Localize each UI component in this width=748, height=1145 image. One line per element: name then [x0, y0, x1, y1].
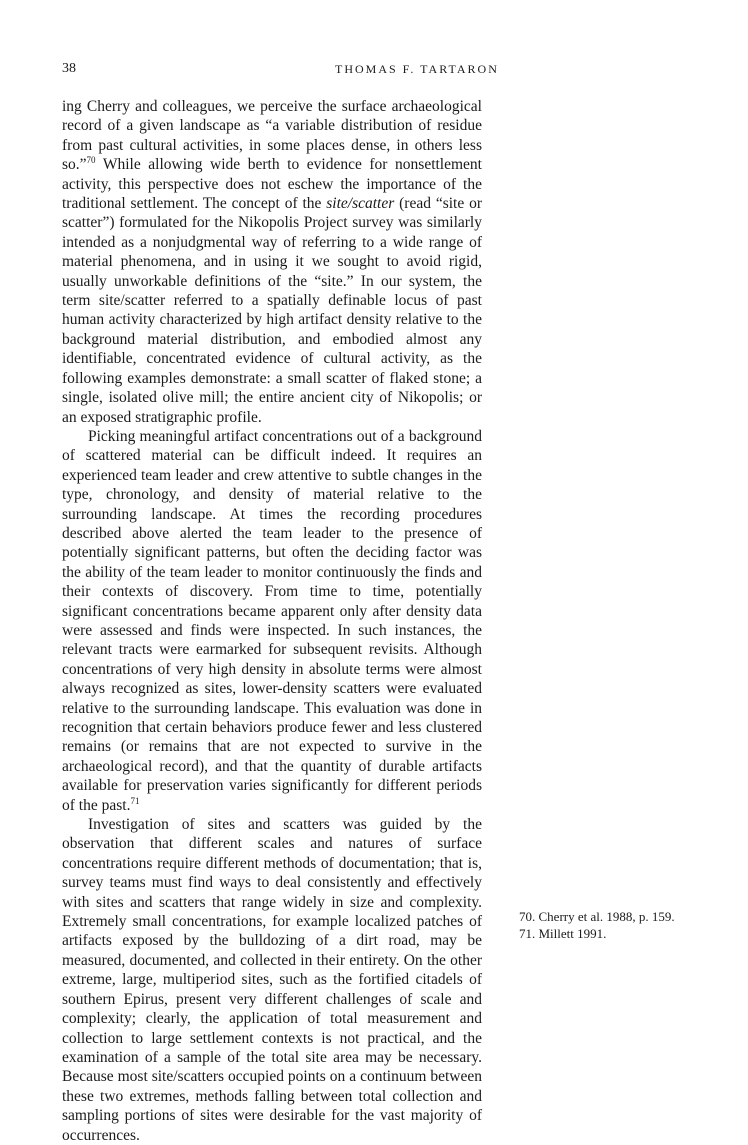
- paragraph-2: [62, 427, 482, 815]
- paragraph-3-text: Investigation of sites and scatters was guided by the observation that different scales and natures of surface concentrations require different methods of documentation; that is, survey teams must find ways to deal consistently and effectively with sites and scatters that range widely in size and complexity. Extremely small concentrations, for example localized patches of artifacts exposed by the bulldozing of a dirt road, may be measured, documented, and collected in their entirety. On the other extreme, large, multiperiod sites, such as the fortified citadels of southern Epirus, present very different challenges of scale and complexity; clearly, the application of total measurement and collection to large settlement contexts is not practical, and the examination of a sample of the total site area may be necessary. Because most site/scatters occupied points on a continuum between these two extremes, methods falling between total collection and sampling portions of sites were desirable for the vast majority of occurrences.: [62, 816, 482, 1144]
- body-text: [62, 97, 482, 1145]
- paragraph-1-text-a: ing Cherry and colleagues, we perceive the surface archaeological record of a given landscape as “a variable distribution of residue from past cultural activities, in some places dense, in others less so.”: [62, 98, 482, 174]
- site-scatter-term: site/scatter: [326, 195, 395, 213]
- footnote-71: 71. Millett 1991.: [519, 926, 607, 941]
- paragraph-3: [62, 815, 482, 1145]
- page-number: 38: [62, 61, 76, 76]
- footnotes: [519, 908, 719, 942]
- paragraph-1: [62, 97, 482, 427]
- footnote-70: 70. Cherry et al. 1988, p. 159.: [519, 909, 675, 924]
- running-head: THOMAS F. TARTARON: [335, 62, 499, 76]
- footnote-ref-71: 71: [130, 795, 140, 806]
- paragraph-2-text: Picking meaningful artifact concentrations out of a background of scattered material can be difficult indeed. It requires an experienced team leader and crew attentive to subtle changes in the type, chronology, and density of material relative to the surrounding landscape. At times the recording procedures described above alerted the team leader to the presence of potentially significant patterns, but often the deciding factor was the ability of the team leader to monitor continuously the finds and their contexts of discovery. From time to time, potentially significant concentrations became apparent only after density data were assessed and finds were inspected. In such instances, the relevant tracts were earmarked for subsequent revisits. Although concentrations of very high density in absolute terms were almost always recognized as sites, lower-density scatters were evaluated relative to the surrounding landscape. This evaluation was done in recognition that certain behaviors produce fewer and less clustered remains (or remains that are not expected to survive in the archaeological record), and that the quantity of durable artifacts available for preservation varies significantly for different periods of the past.: [62, 427, 482, 814]
- paragraph-1-text-c: (read “site or scatter”) formulated for the Nikopolis Project survey was similarly intended as a nonjudgmental way of referring to a wide range of material phenomena, and in using it we sought to avoid rigid, usually unworkable definitions of the “site.” In our system, the term site/scatter referred to a spatially definable locus of past human activity characterized by high artifact density relative to the background material distribution, and embodied almost any identifiable, concentrated evidence of cultural activity, as the following examples demonstrate: a small scatter of flaked stone; a single, isolated olive mill; the entire ancient city of Nikopolis; or an exposed stratigraphic profile.: [62, 195, 482, 426]
- footnote-ref-70: 70: [86, 155, 96, 166]
- paragraph-1-text-b: While allowing wide berth to evidence for nonsettlement activity, this perspective does not eschew the importance of the traditional settlement. The concept of the: [62, 156, 482, 213]
